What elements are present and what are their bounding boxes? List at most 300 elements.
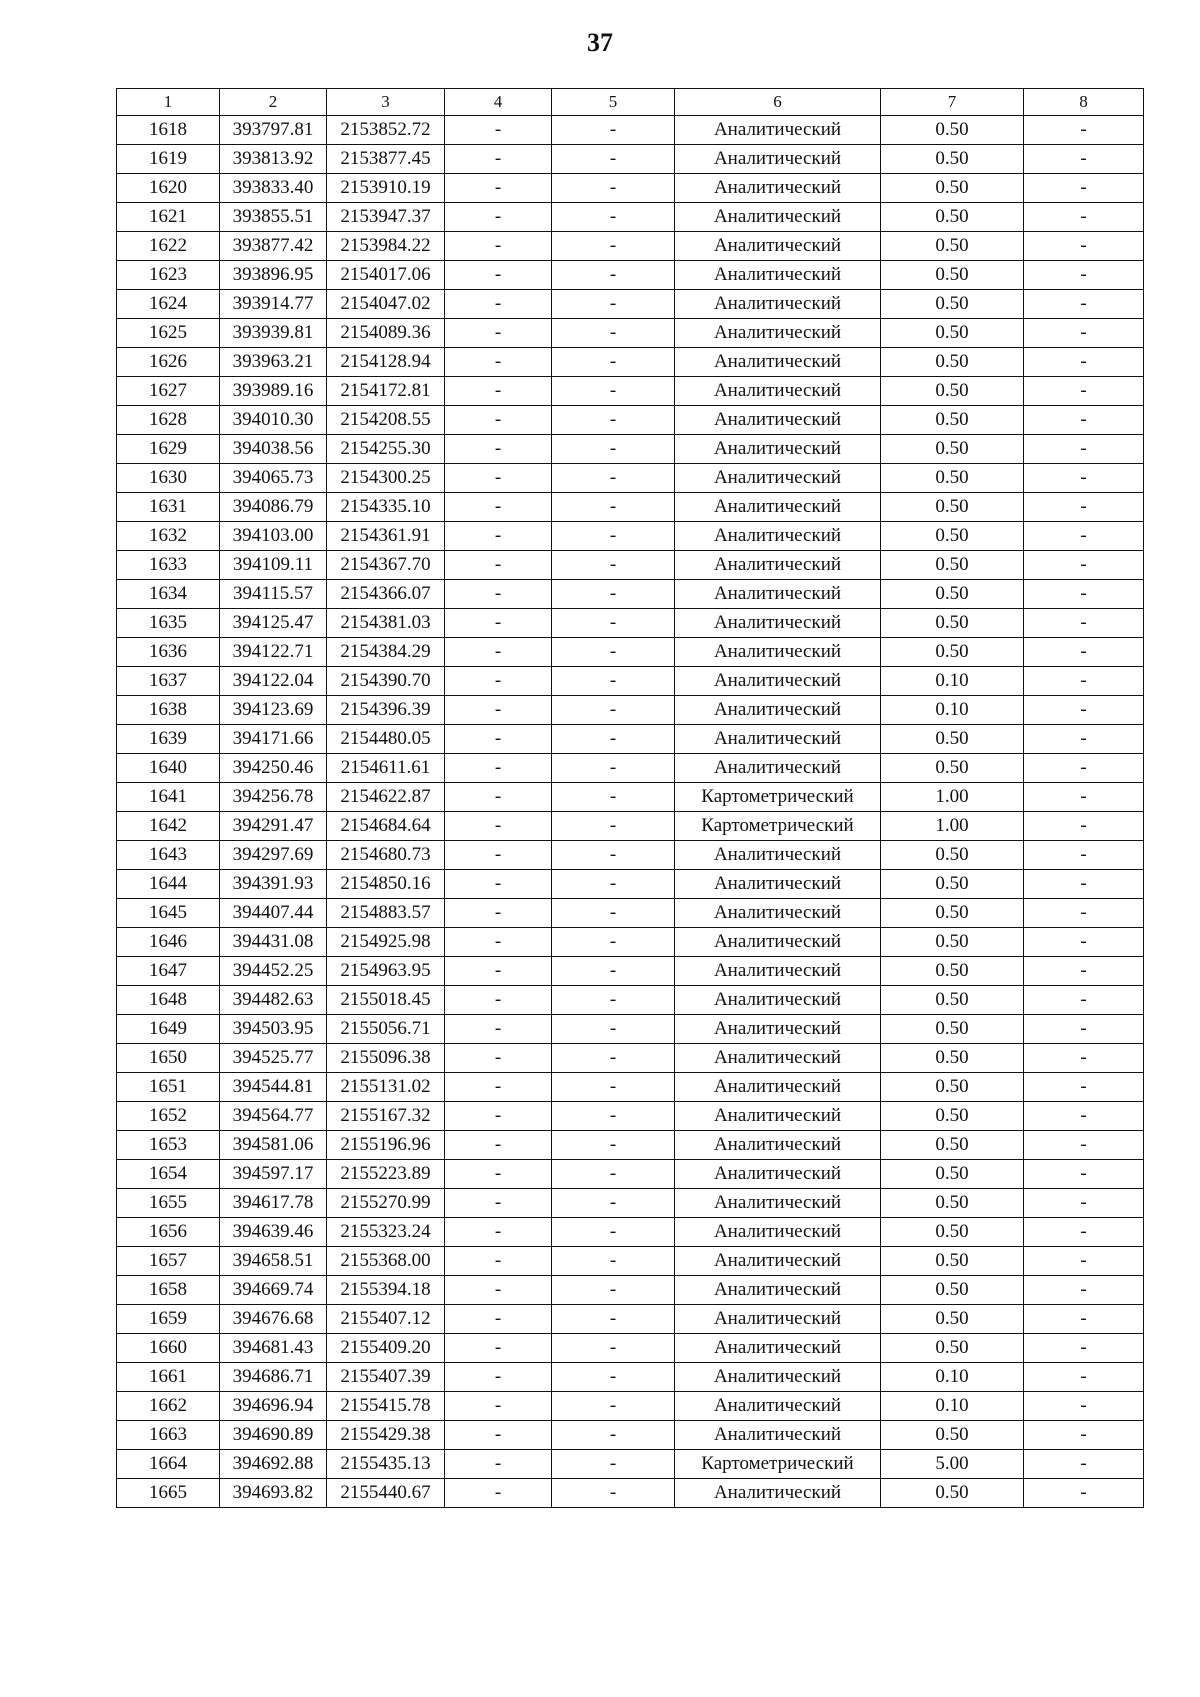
col4-value: -	[445, 116, 552, 145]
point-number: 1623	[117, 261, 220, 290]
col4-value: -	[445, 1334, 552, 1363]
method: Аналитический	[675, 406, 881, 435]
col8-value: -	[1024, 1131, 1144, 1160]
table-row	[117, 377, 1144, 406]
coord-x: 394065.73	[220, 464, 327, 493]
accuracy: 0.50	[881, 348, 1024, 377]
coord-x: 393855.51	[220, 203, 327, 232]
accuracy: 0.50	[881, 1247, 1024, 1276]
coord-y: 2153877.45	[327, 145, 445, 174]
table-row	[117, 464, 1144, 493]
coord-y: 2155167.32	[327, 1102, 445, 1131]
table-row	[117, 1276, 1144, 1305]
method: Аналитический	[675, 435, 881, 464]
coord-x: 393963.21	[220, 348, 327, 377]
table-row	[117, 870, 1144, 899]
coord-x: 394010.30	[220, 406, 327, 435]
col8-value: -	[1024, 986, 1144, 1015]
column-header: 8	[1024, 89, 1144, 116]
coord-y: 2154172.81	[327, 377, 445, 406]
coord-x: 394431.08	[220, 928, 327, 957]
col4-value: -	[445, 435, 552, 464]
col8-value: -	[1024, 377, 1144, 406]
coord-x: 394391.93	[220, 870, 327, 899]
table-row	[117, 580, 1144, 609]
accuracy: 0.50	[881, 1044, 1024, 1073]
col8-value: -	[1024, 609, 1144, 638]
coord-x: 394103.00	[220, 522, 327, 551]
column-header: 7	[881, 89, 1024, 116]
method: Аналитический	[675, 899, 881, 928]
coord-x: 394658.51	[220, 1247, 327, 1276]
method: Аналитический	[675, 174, 881, 203]
method: Аналитический	[675, 1044, 881, 1073]
col5-value: -	[552, 493, 675, 522]
col5-value: -	[552, 406, 675, 435]
point-number: 1639	[117, 725, 220, 754]
col8-value: -	[1024, 1363, 1144, 1392]
coord-x: 394171.66	[220, 725, 327, 754]
coord-x: 394581.06	[220, 1131, 327, 1160]
col4-value: -	[445, 319, 552, 348]
method: Аналитический	[675, 1479, 881, 1508]
col8-value: -	[1024, 1392, 1144, 1421]
coord-y: 2155435.13	[327, 1450, 445, 1479]
accuracy: 1.00	[881, 812, 1024, 841]
table-row	[117, 1218, 1144, 1247]
coord-x: 394597.17	[220, 1160, 327, 1189]
coord-y: 2154366.07	[327, 580, 445, 609]
point-number: 1640	[117, 754, 220, 783]
col8-value: -	[1024, 261, 1144, 290]
coord-x: 394452.25	[220, 957, 327, 986]
accuracy: 0.50	[881, 232, 1024, 261]
method: Аналитический	[675, 522, 881, 551]
coord-y: 2154208.55	[327, 406, 445, 435]
col4-value: -	[445, 725, 552, 754]
coord-y: 2154384.29	[327, 638, 445, 667]
method: Аналитический	[675, 1160, 881, 1189]
table-row	[117, 406, 1144, 435]
coord-y: 2155409.20	[327, 1334, 445, 1363]
col5-value: -	[552, 1073, 675, 1102]
col5-value: -	[552, 1305, 675, 1334]
col8-value: -	[1024, 1015, 1144, 1044]
col4-value: -	[445, 1363, 552, 1392]
accuracy: 0.50	[881, 551, 1024, 580]
col5-value: -	[552, 377, 675, 406]
point-number: 1641	[117, 783, 220, 812]
table-row	[117, 551, 1144, 580]
method: Аналитический	[675, 1218, 881, 1247]
point-number: 1632	[117, 522, 220, 551]
col4-value: -	[445, 174, 552, 203]
col4-value: -	[445, 1276, 552, 1305]
point-number: 1659	[117, 1305, 220, 1334]
point-number: 1626	[117, 348, 220, 377]
accuracy: 0.50	[881, 1305, 1024, 1334]
point-number: 1633	[117, 551, 220, 580]
table-row	[117, 725, 1144, 754]
method: Аналитический	[675, 754, 881, 783]
coord-x: 394503.95	[220, 1015, 327, 1044]
method: Аналитический	[675, 1015, 881, 1044]
accuracy: 0.50	[881, 1421, 1024, 1450]
col4-value: -	[445, 377, 552, 406]
col5-value: -	[552, 928, 675, 957]
coord-y: 2155196.96	[327, 1131, 445, 1160]
coordinates-table	[116, 88, 1144, 1508]
accuracy: 0.10	[881, 1392, 1024, 1421]
accuracy: 0.50	[881, 464, 1024, 493]
coord-x: 394482.63	[220, 986, 327, 1015]
col4-value: -	[445, 348, 552, 377]
coord-x: 393914.77	[220, 290, 327, 319]
table-row	[117, 290, 1144, 319]
method: Аналитический	[675, 1421, 881, 1450]
col8-value: -	[1024, 1218, 1144, 1247]
table-row	[117, 609, 1144, 638]
col5-value: -	[552, 957, 675, 986]
table-row	[117, 1392, 1144, 1421]
col4-value: -	[445, 551, 552, 580]
point-number: 1649	[117, 1015, 220, 1044]
method: Аналитический	[675, 1073, 881, 1102]
point-number: 1656	[117, 1218, 220, 1247]
column-header: 5	[552, 89, 675, 116]
col5-value: -	[552, 638, 675, 667]
method: Аналитический	[675, 493, 881, 522]
point-number: 1650	[117, 1044, 220, 1073]
method: Аналитический	[675, 1276, 881, 1305]
method: Аналитический	[675, 464, 881, 493]
point-number: 1665	[117, 1479, 220, 1508]
coord-y: 2154128.94	[327, 348, 445, 377]
col4-value: -	[445, 986, 552, 1015]
col5-value: -	[552, 116, 675, 145]
method: Аналитический	[675, 1102, 881, 1131]
table-row	[117, 1247, 1144, 1276]
coord-y: 2155096.38	[327, 1044, 445, 1073]
coord-y: 2154883.57	[327, 899, 445, 928]
point-number: 1661	[117, 1363, 220, 1392]
coord-x: 394544.81	[220, 1073, 327, 1102]
col8-value: -	[1024, 1305, 1144, 1334]
coord-y: 2155415.78	[327, 1392, 445, 1421]
point-number: 1628	[117, 406, 220, 435]
col4-value: -	[445, 406, 552, 435]
header-row	[117, 89, 1144, 116]
coord-x: 393813.92	[220, 145, 327, 174]
coord-x: 394291.47	[220, 812, 327, 841]
accuracy: 0.50	[881, 522, 1024, 551]
table-row	[117, 493, 1144, 522]
accuracy: 0.50	[881, 638, 1024, 667]
col8-value: -	[1024, 1450, 1144, 1479]
coord-y: 2154480.05	[327, 725, 445, 754]
col8-value: -	[1024, 1421, 1144, 1450]
coord-y: 2154300.25	[327, 464, 445, 493]
coord-x: 394125.47	[220, 609, 327, 638]
accuracy: 0.50	[881, 261, 1024, 290]
col5-value: -	[552, 290, 675, 319]
coord-y: 2154047.02	[327, 290, 445, 319]
method: Аналитический	[675, 667, 881, 696]
method: Аналитический	[675, 1334, 881, 1363]
coord-x: 394122.71	[220, 638, 327, 667]
col8-value: -	[1024, 522, 1144, 551]
coord-x: 394676.68	[220, 1305, 327, 1334]
coord-y: 2154963.95	[327, 957, 445, 986]
coord-y: 2154367.70	[327, 551, 445, 580]
coord-y: 2154255.30	[327, 435, 445, 464]
col8-value: -	[1024, 203, 1144, 232]
col4-value: -	[445, 609, 552, 638]
col4-value: -	[445, 1218, 552, 1247]
col4-value: -	[445, 928, 552, 957]
coord-x: 394115.57	[220, 580, 327, 609]
point-number: 1625	[117, 319, 220, 348]
point-number: 1664	[117, 1450, 220, 1479]
col8-value: -	[1024, 754, 1144, 783]
coord-x: 393797.81	[220, 116, 327, 145]
col4-value: -	[445, 899, 552, 928]
point-number: 1621	[117, 203, 220, 232]
coord-y: 2154017.06	[327, 261, 445, 290]
table-row	[117, 1044, 1144, 1073]
method: Аналитический	[675, 957, 881, 986]
point-number: 1651	[117, 1073, 220, 1102]
table-row	[117, 1334, 1144, 1363]
col4-value: -	[445, 1479, 552, 1508]
coord-y: 2154381.03	[327, 609, 445, 638]
method: Аналитический	[675, 116, 881, 145]
column-header: 1	[117, 89, 220, 116]
coord-y: 2153984.22	[327, 232, 445, 261]
coord-y: 2154850.16	[327, 870, 445, 899]
accuracy: 5.00	[881, 1450, 1024, 1479]
coord-x: 393877.42	[220, 232, 327, 261]
col4-value: -	[445, 1044, 552, 1073]
method: Аналитический	[675, 1247, 881, 1276]
col4-value: -	[445, 1450, 552, 1479]
coord-y: 2154390.70	[327, 667, 445, 696]
coord-x: 394564.77	[220, 1102, 327, 1131]
coord-y: 2155018.45	[327, 986, 445, 1015]
col8-value: -	[1024, 174, 1144, 203]
col4-value: -	[445, 1102, 552, 1131]
col4-value: -	[445, 1421, 552, 1450]
col5-value: -	[552, 696, 675, 725]
coord-y: 2154089.36	[327, 319, 445, 348]
col5-value: -	[552, 1421, 675, 1450]
col4-value: -	[445, 812, 552, 841]
col5-value: -	[552, 1218, 675, 1247]
table-row	[117, 522, 1144, 551]
col5-value: -	[552, 348, 675, 377]
col8-value: -	[1024, 841, 1144, 870]
col4-value: -	[445, 522, 552, 551]
accuracy: 0.50	[881, 116, 1024, 145]
col8-value: -	[1024, 232, 1144, 261]
table-row	[117, 783, 1144, 812]
col4-value: -	[445, 261, 552, 290]
coord-y: 2153910.19	[327, 174, 445, 203]
col4-value: -	[445, 1305, 552, 1334]
col8-value: -	[1024, 1479, 1144, 1508]
col4-value: -	[445, 957, 552, 986]
table-row	[117, 638, 1144, 667]
accuracy: 0.50	[881, 609, 1024, 638]
table-row	[117, 1479, 1144, 1508]
point-number: 1622	[117, 232, 220, 261]
coord-x: 394086.79	[220, 493, 327, 522]
col8-value: -	[1024, 116, 1144, 145]
method: Аналитический	[675, 696, 881, 725]
method: Аналитический	[675, 261, 881, 290]
col4-value: -	[445, 580, 552, 609]
col8-value: -	[1024, 580, 1144, 609]
accuracy: 0.10	[881, 696, 1024, 725]
col4-value: -	[445, 754, 552, 783]
accuracy: 0.50	[881, 754, 1024, 783]
accuracy: 0.50	[881, 1189, 1024, 1218]
col5-value: -	[552, 1044, 675, 1073]
table-row	[117, 841, 1144, 870]
col4-value: -	[445, 1131, 552, 1160]
method: Аналитический	[675, 145, 881, 174]
coord-y: 2155429.38	[327, 1421, 445, 1450]
coord-y: 2153852.72	[327, 116, 445, 145]
accuracy: 0.50	[881, 1218, 1024, 1247]
coord-y: 2155056.71	[327, 1015, 445, 1044]
method: Аналитический	[675, 232, 881, 261]
point-number: 1635	[117, 609, 220, 638]
coord-x: 394690.89	[220, 1421, 327, 1450]
point-number: 1643	[117, 841, 220, 870]
col8-value: -	[1024, 348, 1144, 377]
col5-value: -	[552, 899, 675, 928]
accuracy: 0.50	[881, 406, 1024, 435]
coord-x: 393833.40	[220, 174, 327, 203]
col4-value: -	[445, 870, 552, 899]
col8-value: -	[1024, 1102, 1144, 1131]
col5-value: -	[552, 551, 675, 580]
method: Аналитический	[675, 319, 881, 348]
coord-y: 2154680.73	[327, 841, 445, 870]
point-number: 1645	[117, 899, 220, 928]
accuracy: 0.50	[881, 377, 1024, 406]
coord-x: 394696.94	[220, 1392, 327, 1421]
col5-value: -	[552, 667, 675, 696]
coord-x: 393939.81	[220, 319, 327, 348]
coord-x: 394669.74	[220, 1276, 327, 1305]
point-number: 1658	[117, 1276, 220, 1305]
table-row	[117, 1305, 1144, 1334]
coord-x: 394617.78	[220, 1189, 327, 1218]
accuracy: 0.50	[881, 580, 1024, 609]
col5-value: -	[552, 1334, 675, 1363]
col5-value: -	[552, 986, 675, 1015]
col5-value: -	[552, 754, 675, 783]
coord-y: 2153947.37	[327, 203, 445, 232]
col5-value: -	[552, 1479, 675, 1508]
col8-value: -	[1024, 928, 1144, 957]
point-number: 1654	[117, 1160, 220, 1189]
method: Аналитический	[675, 1189, 881, 1218]
table-row	[117, 812, 1144, 841]
accuracy: 0.50	[881, 725, 1024, 754]
coord-y: 2155323.24	[327, 1218, 445, 1247]
col5-value: -	[552, 232, 675, 261]
col5-value: -	[552, 841, 675, 870]
coord-x: 394686.71	[220, 1363, 327, 1392]
column-header: 2	[220, 89, 327, 116]
col5-value: -	[552, 261, 675, 290]
method: Аналитический	[675, 928, 881, 957]
point-number: 1647	[117, 957, 220, 986]
col8-value: -	[1024, 870, 1144, 899]
accuracy: 0.50	[881, 1479, 1024, 1508]
col5-value: -	[552, 1450, 675, 1479]
table-row	[117, 261, 1144, 290]
accuracy: 0.50	[881, 493, 1024, 522]
col8-value: -	[1024, 464, 1144, 493]
point-number: 1663	[117, 1421, 220, 1450]
col4-value: -	[445, 1189, 552, 1218]
column-header: 6	[675, 89, 881, 116]
table-row	[117, 145, 1144, 174]
accuracy: 0.50	[881, 145, 1024, 174]
accuracy: 0.50	[881, 1015, 1024, 1044]
method: Аналитический	[675, 1131, 881, 1160]
col4-value: -	[445, 1160, 552, 1189]
table-row	[117, 899, 1144, 928]
table-row	[117, 203, 1144, 232]
coord-x: 394038.56	[220, 435, 327, 464]
coord-y: 2154335.10	[327, 493, 445, 522]
table-row	[117, 1015, 1144, 1044]
coord-x: 394525.77	[220, 1044, 327, 1073]
point-number: 1637	[117, 667, 220, 696]
col4-value: -	[445, 203, 552, 232]
col8-value: -	[1024, 1276, 1144, 1305]
point-number: 1630	[117, 464, 220, 493]
col5-value: -	[552, 203, 675, 232]
method: Аналитический	[675, 725, 881, 754]
accuracy: 0.50	[881, 899, 1024, 928]
column-header: 3	[327, 89, 445, 116]
accuracy: 0.50	[881, 928, 1024, 957]
col4-value: -	[445, 290, 552, 319]
point-number: 1657	[117, 1247, 220, 1276]
col4-value: -	[445, 783, 552, 812]
accuracy: 0.50	[881, 1073, 1024, 1102]
point-number: 1642	[117, 812, 220, 841]
col5-value: -	[552, 1363, 675, 1392]
col4-value: -	[445, 493, 552, 522]
point-number: 1662	[117, 1392, 220, 1421]
col5-value: -	[552, 1131, 675, 1160]
coord-x: 394407.44	[220, 899, 327, 928]
col5-value: -	[552, 319, 675, 348]
point-number: 1653	[117, 1131, 220, 1160]
col4-value: -	[445, 696, 552, 725]
table-row	[117, 928, 1144, 957]
method: Аналитический	[675, 203, 881, 232]
accuracy: 0.50	[881, 203, 1024, 232]
col8-value: -	[1024, 1189, 1144, 1218]
